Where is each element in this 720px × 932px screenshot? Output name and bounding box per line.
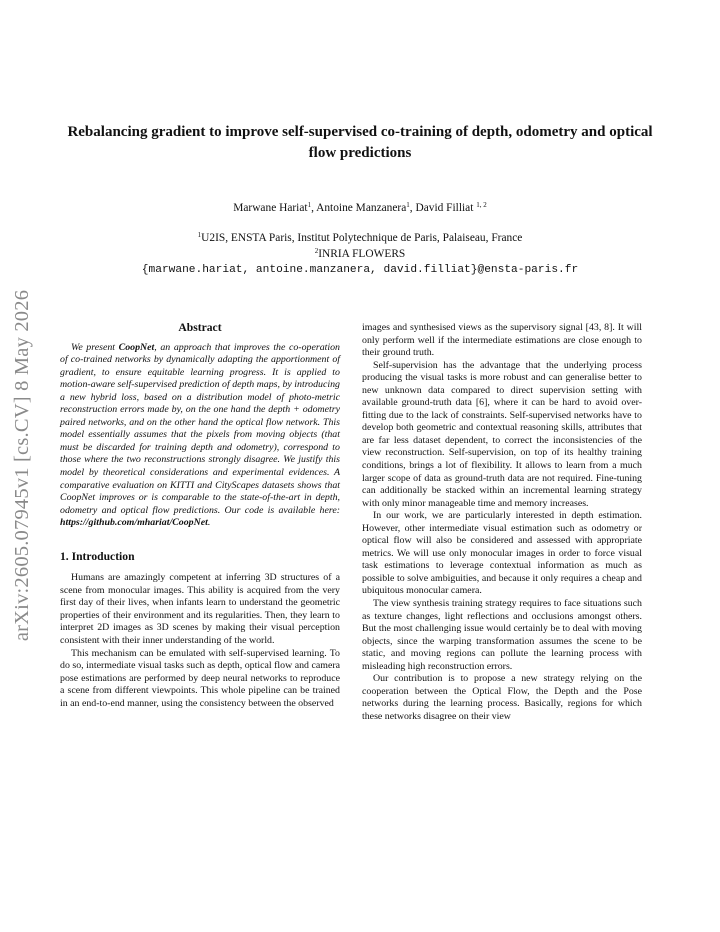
abstract-text: , an approach that improves the co-operation of co-trained networks by dynamically adapting the apportionment of gradient, to ensure equitable learning progress. It is applied to motion-aware self-supervised prediction of depth maps, by introducing a new hybrid loss, based on a distribution model of photo-metric reconstruction errors made by, on the one hand the depth + odometry paired networks, and on the other hand the optical flow network. This model essentially assumes that the pixels from moving objects (that must be discarded for training depth and odometry), correspond to those where the two reconstructions strongly disagree. We justify this model by theoretical considerations and experimental evidences. A comparative evaluation on KITTI and CityScapes datasets shows that CoopNet improves or is comparable to the state-of-the-art in depth, odometry and optical flow predictions. Our code is available here:: [60, 341, 340, 516]
author-affiliation-mark: 1: [307, 201, 312, 209]
intro-paragraph: Self-supervision has the advantage that the underlying process producing the visual tasks is more robust and can generalise better to new unknown data compared to direct supervision setting with available ground-truth data [6], where it can be hard to avoid over-fitting due to the lack of constraints. Self-supervised networks have to develop both geometric and contextual reasoning skills, attributes that are far less dataset dependent, to correct the inconsistencies of the view reconstruction. Self-supervision, on top of its healthy training conditions, brings a lot of flexibility. It allows to learn from a much larger scope of data as ground-truth data are not required. Fine-tuning can additionally be stacked within an incremental learning strategy with only minor manageable time and memory increases.: [362, 359, 642, 509]
abstract-tail: .: [207, 517, 211, 529]
paper-title: Rebalancing gradient to improve self-supervised co-training of depth, odometry and optical flow predictions: [67, 124, 653, 161]
method-name: CoopNet: [118, 341, 155, 353]
author-affiliation-mark: 1, 2: [476, 201, 487, 209]
author-separator: ,: [311, 202, 317, 214]
affiliation-mark: 1: [197, 231, 202, 239]
intro-paragraph: In our work, we are particularly interested in depth estimation. However, other intermediate visual estimation such as odometry or optical flow will also be considered and assessed with appropriate metrics. We will use only monocular images in order to force visual task estimations to leverage contextual information as much as possible to solve ambiguities, and because it only requires a cheap and ubiquitous monocular camera.: [362, 510, 642, 597]
author-emails: {marwane.hariat, antoine.manzanera, david.filliat}@ensta-paris.fr: [141, 264, 579, 276]
section-heading-introduction: 1. Introduction: [60, 549, 135, 563]
affiliation-text: INRIA FLOWERS: [318, 248, 406, 260]
intro-paragraph: Humans are amazingly competent at inferring 3D structures of a scene from monocular images. This ability is acquired from the very first day of their lives, when infants learn to understand the geometric properties of their environment and its regularities. Then, they learn to interpret 2D images as 3D scenes by making their visual perception consistent with their inner understanding of the world.: [60, 572, 340, 647]
intro-paragraph: The view synthesis training strategy requires to face situations such as texture changes, light reflections and occlusions amongst others. But the most challenging issue would certainly be to deal with moving objects, since the warping transformation assumes the scene to be static, and moving regions can pollute the learning process with misleading high reconstruction errors.: [362, 598, 642, 672]
intro-paragraph: Our contribution is to propose a new strategy relying on the cooperation between the Optical Flow, the Depth and the Pose networks during the learning process. Basically, regions for which these networks disagree on their view: [362, 673, 642, 722]
abstract-heading: Abstract: [178, 321, 222, 334]
arxiv-stamp-text: arXiv:2605.07945v1 [cs.CV] 8 May 2026: [11, 289, 34, 641]
abstract-lead: We present: [71, 341, 119, 353]
left-column: [60, 322, 340, 710]
code-link[interactable]: https://github.com/mhariat/CoopNet: [60, 517, 208, 529]
affiliation-2: [60, 247, 660, 262]
author-name: David Filliat: [415, 202, 474, 214]
right-column: [362, 322, 642, 724]
author-name: Antoine Manzanera: [316, 202, 407, 214]
intro-paragraph-continued: images and synthesised views as the supervisory signal [43, 8]. It will only perform well if the intermediate estimations are close enough to their ground truth.: [362, 322, 642, 359]
intro-paragraph: This mechanism can be emulated with self-supervised learning. To do so, intermediate visual tasks such as depth, optical flow and camera pose estimations are performed by deep neural networks to reproduce a scene from different viewpoints. This whole pipeline can be trained in an end-to-end manner, using the consistency between the observed: [60, 647, 340, 709]
author-separator: ,: [409, 202, 416, 214]
abstract-paragraph: [60, 342, 340, 530]
author-affiliation-mark: 1: [406, 201, 410, 209]
affiliation-text: U2IS, ENSTA Paris, Institut Polytechnique de Paris, Palaiseau, France: [201, 232, 523, 244]
arxiv-identifier-stamp: [6, 262, 40, 668]
abstract-body: [60, 342, 340, 530]
affiliation-mark: 2: [314, 247, 319, 255]
affiliation-1: [60, 231, 660, 246]
author-name: Marwane Hariat: [233, 202, 308, 214]
author-list: [60, 201, 660, 216]
